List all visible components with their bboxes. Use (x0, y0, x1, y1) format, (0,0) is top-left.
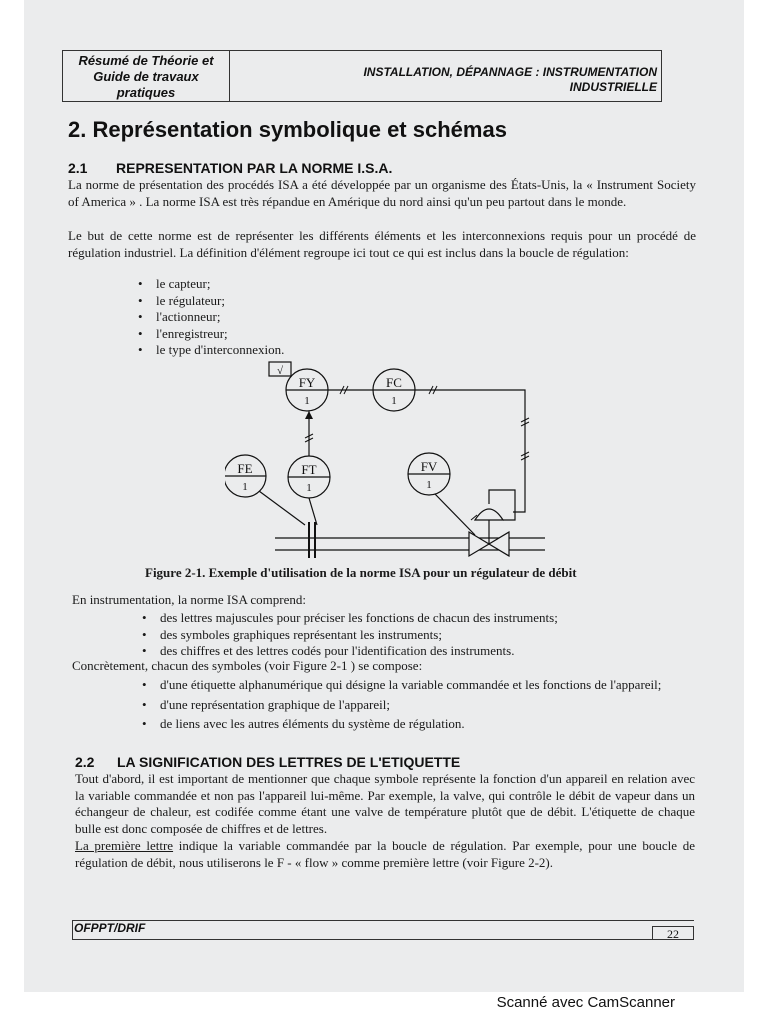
page-footer (72, 920, 694, 942)
fe-connection (259, 491, 305, 525)
fe-tag: FE (237, 461, 253, 476)
footer-rule-top (72, 920, 694, 921)
ft-number: 1 (306, 482, 312, 494)
header-left-cell (63, 51, 230, 101)
valve-body-left (469, 532, 489, 556)
fv-connection (435, 494, 475, 535)
list-item: • l'enregistreur; (138, 326, 284, 343)
header-table (62, 50, 662, 102)
signal-line-fc-fv (415, 390, 525, 512)
valve-actuator (475, 509, 503, 520)
paragraph-label-meaning: Tout d'abord, il est important de mentionner que chaque symbole représente la fonction d'un appareil en relation avec la variable commandée et non pas l'appareil lui-même. Par exemple, la valve, qui contrôle le débit de vapeur dans un échangeur de chaleur, est codifée comme étant une valve de température plutôt que de débit. L'étiquette de chaque bulle est donc composée de chiffres et de lettres. (75, 771, 695, 836)
fy-number: 1 (304, 395, 310, 407)
header-right-cell (237, 65, 657, 95)
fe-number: 1 (242, 481, 248, 493)
header-left-line1: Résumé de Théorie et (78, 53, 214, 68)
paragraph-first-letter (75, 838, 695, 871)
signal-hash-marks (305, 386, 529, 520)
isa-components-list (142, 610, 702, 660)
ft-tag: FT (301, 462, 317, 477)
section-title: 2. Représentation symbolique et schémas (68, 117, 507, 142)
valve-body-right (489, 532, 509, 556)
paragraph-isa-origin: La norme de présentation des procédés ISA a été développée par un organisme des États-Unis, la « Instrument Society of America » . La norme ISA est très répandue en Amérique du nord ainsi qu'un peu partout dans le monde. (68, 177, 696, 209)
list-item: • des lettres majuscules pour préciser les fonctions de chacun des instruments; (142, 610, 702, 627)
fv-tag: FV (420, 459, 438, 474)
symbol-composition-intro: Concrètement, chacun des symboles (voir Figure 2-1 ) se compose: (72, 658, 423, 673)
header-right-line1: INSTALLATION, DÉPANNAGE : INSTRUMENTATION (363, 65, 657, 79)
first-letter-term: La première lettre (75, 838, 174, 853)
list-item: • le capteur; (138, 276, 284, 293)
fc-number: 1 (391, 395, 397, 407)
footer-rule-left (72, 920, 73, 939)
arrow-head-icon (305, 411, 313, 419)
subsection-title: LA SIGNIFICATION DES LETTRES DE L'ETIQUETTE (117, 754, 461, 770)
list-item: • le type d'interconnexion. (138, 342, 284, 359)
camscanner-watermark: Scanné avec CamScanner (496, 994, 675, 1011)
isa-flow-loop-diagram (225, 360, 555, 565)
figure-caption: Figure 2-1. Exemple d'utilisation de la norme ISA pour un régulateur de débit (145, 565, 577, 580)
fy-tag: FY (298, 375, 316, 390)
subsection-2-2-heading (75, 754, 460, 770)
list-item: • de liens avec les autres éléments du système de régulation. (142, 716, 696, 733)
element-list (138, 276, 284, 359)
subsection-number: 2.1 (68, 160, 88, 176)
symbol-composition-list (142, 677, 696, 733)
header-right-line2: INDUSTRIELLE (569, 80, 657, 94)
ft-connection (309, 498, 317, 525)
list-item: • l'actionneur; (138, 309, 284, 326)
list-item: • le régulateur; (138, 293, 284, 310)
fv-number: 1 (426, 479, 432, 491)
footer-label: OFPPT/DRIF (74, 921, 146, 935)
sqrt-symbol: √ (276, 365, 284, 377)
list-item: • des chiffres et des lettres codés pour l'identification des instruments. (142, 643, 702, 660)
fc-tag: FC (386, 375, 402, 390)
paragraph-isa-purpose: Le but de cette norme est de représenter les différents éléments et les interconnexions requis pour un procédé de régulation industriel. La définition d'élément regroupe ici tout ce qui est inclus dans la boucle de régulation: (68, 228, 696, 260)
list-item: • d'une étiquette alphanumérique qui désigne la variable commandée et les fonctions de l'appareil; (142, 677, 696, 694)
header-left-line3: pratiques (116, 85, 176, 100)
first-letter-explanation: indique la variable commandée par la boucle de régulation. Par exemple, pour une boucle de régulation de débit, nous utiliserons le F - « flow » comme première lettre (voir Figure 2-2). (75, 838, 695, 870)
subsection-number: 2.2 (75, 754, 95, 770)
isa-intro: En instrumentation, la norme ISA comprend: (72, 592, 306, 607)
header-left-line2: Guide de travaux (93, 69, 199, 84)
page-number: 22 (652, 926, 694, 940)
list-item: • des symboles graphiques représentant les instruments; (142, 627, 702, 644)
footer-rule-bottom (72, 939, 694, 940)
subsection-2-1-heading (68, 160, 392, 176)
subsection-title: REPRESENTATION PAR LA NORME I.S.A. (116, 160, 393, 176)
list-item: • d'une représentation graphique de l'appareil; (142, 697, 696, 714)
